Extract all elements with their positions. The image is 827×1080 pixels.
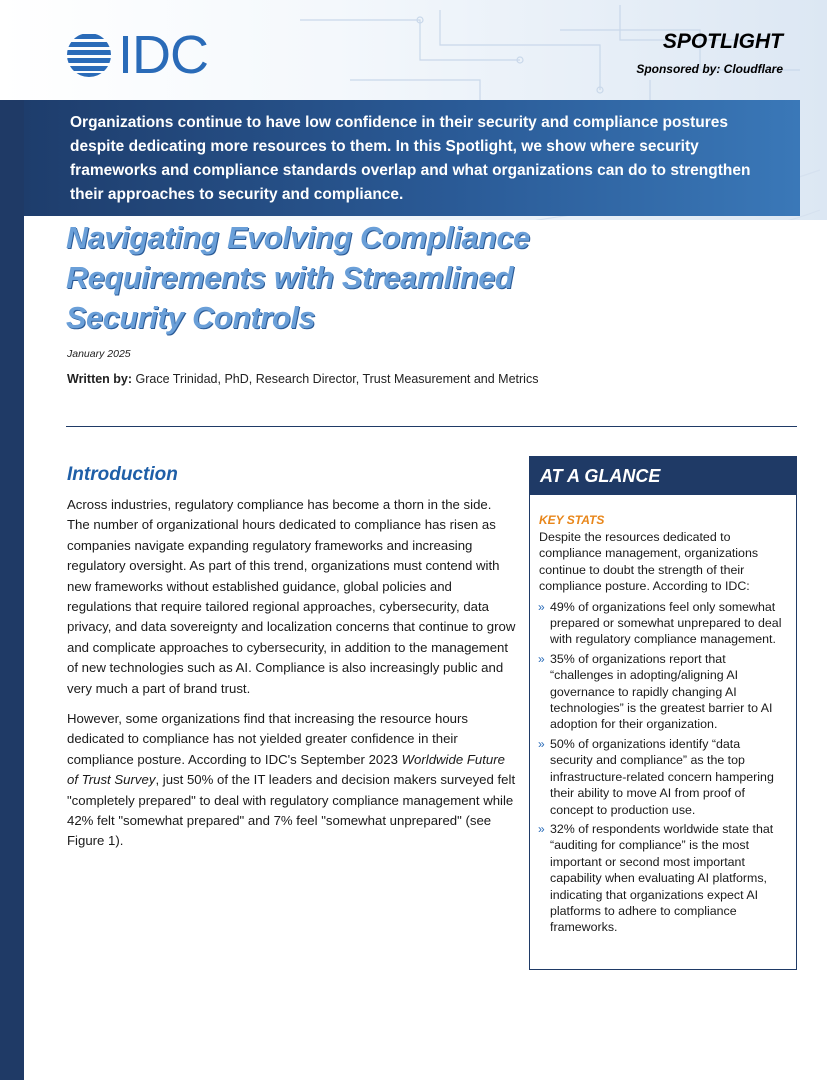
list-item xyxy=(538,599,786,648)
section-divider xyxy=(66,426,797,427)
list-item xyxy=(538,821,786,936)
intro-paragraph-1: Across industries, regulatory compliance has become a thorn in the side. The number of organizational hours dedicated to compliance has risen as companies navigate expanding regulatory frameworks and increasing regulatory oversight. As part of this trend, organizations must contend with new frameworks without established guidance, global policies and regulations that require tailored regional approaches, cybersecurity, data privacy, and data sovereignty and localization concerns that continue to grow and complicate approaches to cybersecurity, in addition to the management of new technologies such as AI. Compliance is also increasingly public and very much a part of brand trust. xyxy=(67,497,516,696)
at-a-glance-heading: AT A GLANCE xyxy=(530,457,796,495)
summary-text: Organizations continue to have low confidence in their security and compliance postures despite dedicating more resources to them. In this Spotlight, we show where security frameworks and compliance standards overlap and what organizations can do to strengthen their approaches to security and compliance. xyxy=(70,114,751,203)
survey-title: Worldwide Future of Trust Survey xyxy=(67,751,505,788)
document-title: Navigating Evolving Compliance Requirements with Streamlined Security Controls xyxy=(66,221,530,335)
byline xyxy=(67,372,538,386)
key-stats-heading: KEY STATS xyxy=(539,513,605,527)
summary-banner xyxy=(24,100,800,216)
idc-logo xyxy=(66,25,208,85)
intro-p2-part-b: , just 50% of the IT leaders and decision makers surveyed felt "completely prepared" to deal with regulatory compliance management while 42% felt "somewhat prepared" and 7% feel "somewhat unprepared" (see Figure 1). xyxy=(67,772,516,849)
sponsor-line: Sponsored by: Cloudflare xyxy=(636,62,783,76)
doc-type-label: SPOTLIGHT xyxy=(662,30,783,53)
list-item-text: 35% of organizations report that “challenges in adopting/aligning AI governance to rapidly changing AI technologies” is the greatest barrier to AI adoption for their organization. xyxy=(550,651,773,732)
intro-paragraph-2 xyxy=(67,709,517,852)
introduction-heading: Introduction xyxy=(67,464,178,485)
key-stats-intro: Despite the resources dedicated to compliance management, organizations continue to doubt the strength of their compliance posture. According to IDC: xyxy=(539,530,759,594)
publish-date: January 2025 xyxy=(67,348,131,360)
logo-text: IDC xyxy=(118,25,208,85)
list-item xyxy=(538,736,786,818)
list-item-text: 32% of respondents worldwide state that “auditing for compliance” is the most important or second most important capability when evaluating AI platforms, indicating that organizations expect AI platforms to adhere to compliance frameworks. xyxy=(550,821,774,935)
byline-author: Grace Trinidad, PhD, Research Director, Trust Measurement and Metrics xyxy=(132,372,539,386)
list-item-text: 50% of organizations identify “data security and compliance” as the top infrastructure-related concern hampering their ability to move AI from proof of concept to production use. xyxy=(550,736,774,817)
bullet-chevron-icon: » xyxy=(538,651,545,666)
list-item xyxy=(538,651,786,733)
bullet-chevron-icon: » xyxy=(538,736,545,751)
bullet-chevron-icon: » xyxy=(538,599,545,614)
byline-label: Written by: xyxy=(67,372,133,386)
bullet-chevron-icon: » xyxy=(538,821,545,836)
at-a-glance-box xyxy=(529,456,797,970)
idc-globe-icon xyxy=(66,32,112,78)
left-accent-bar xyxy=(0,100,24,1080)
key-stats-list xyxy=(538,599,786,936)
intro-p2-part-a: However, some organizations find that increasing the resource hours dedicated to compliance has not yielded greater confidence in their compliance posture. According to IDC's September 2023 xyxy=(67,711,468,767)
list-item-text: 49% of organizations feel only somewhat prepared or somewhat unprepared to deal with regulatory compliance management. xyxy=(550,599,782,647)
